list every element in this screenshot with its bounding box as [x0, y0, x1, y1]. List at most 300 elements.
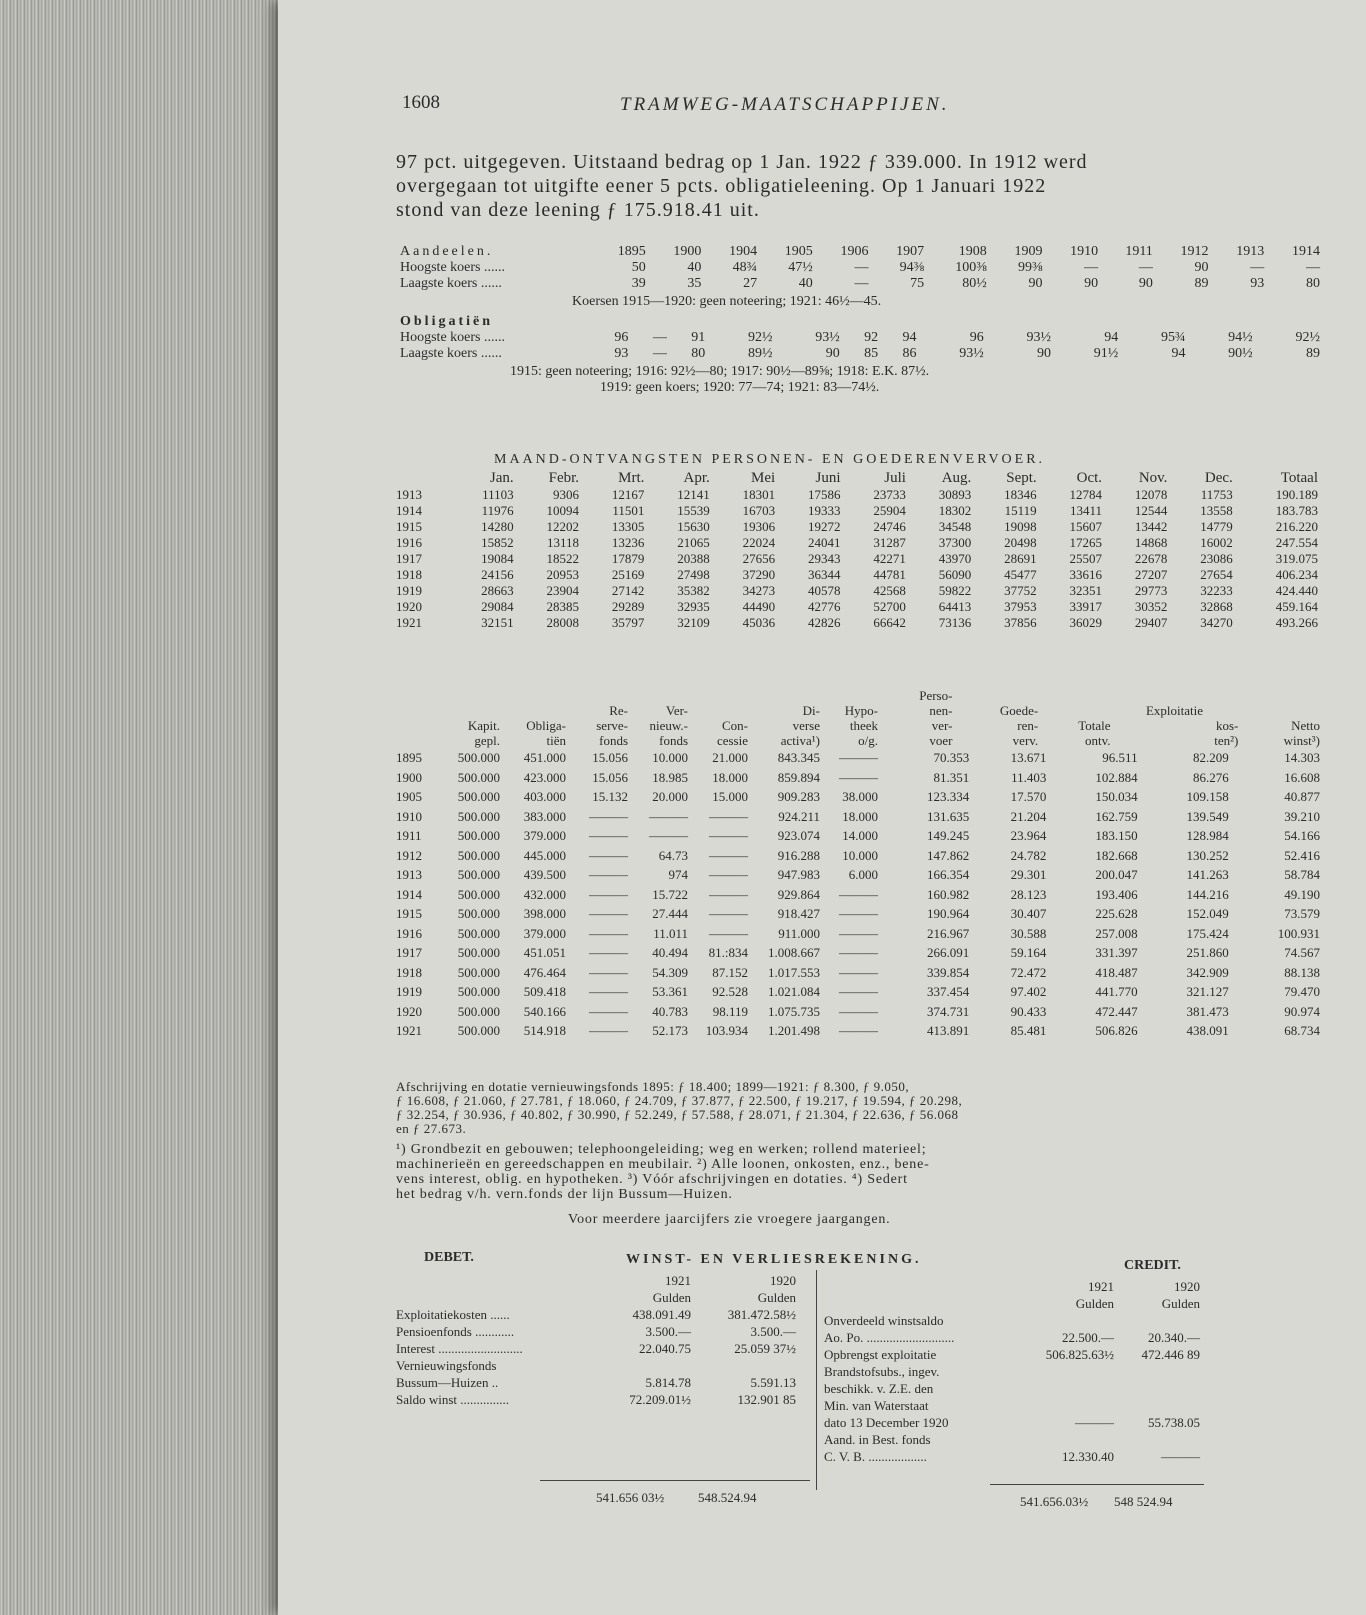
hdr-concessie: Con-: [722, 718, 748, 733]
value-cell: 24041: [808, 535, 841, 550]
year-cell: 1918: [396, 567, 422, 582]
value-cell: 23733: [873, 487, 906, 502]
value-cell: ———: [589, 886, 628, 902]
value-cell: 22024: [742, 535, 776, 550]
value-cell: ———: [589, 1023, 628, 1038]
value-cell: 266.091: [926, 945, 970, 960]
value-cell: ———: [589, 1003, 628, 1019]
value-cell: 923.074: [777, 828, 820, 843]
header-row: [396, 718, 1320, 733]
month-header: Aug.: [941, 470, 972, 486]
value-cell: 15630: [677, 519, 710, 534]
amount-1921: [1024, 1380, 1114, 1397]
value-cell: 93½: [959, 346, 984, 361]
balance-row: [396, 748, 1320, 768]
value-cell: 175.424: [1186, 925, 1229, 941]
value-cell: 42776: [808, 599, 841, 614]
year-cell: 1917: [396, 945, 422, 960]
amount-1921: 12.330.40: [1062, 1449, 1114, 1464]
value-cell: —: [1306, 260, 1320, 275]
value-cell: ———: [839, 1003, 878, 1019]
value-cell: 42568: [873, 583, 906, 598]
amount-1921: [1024, 1431, 1114, 1448]
balance-row: [396, 924, 1320, 944]
value-cell: 130.252: [1186, 847, 1229, 863]
value-cell: ———: [649, 808, 688, 824]
value-cell: 19333: [808, 503, 841, 518]
year-cell: 1919: [396, 583, 422, 598]
value-cell: 11.403: [1011, 769, 1047, 785]
value-cell: 225.628: [1095, 906, 1138, 921]
value-cell: 514.918: [523, 1023, 566, 1038]
value-cell: 14.303: [1284, 750, 1320, 765]
value-cell: 506.826: [1095, 1023, 1138, 1038]
value-cell: ———: [709, 886, 748, 902]
value-cell: 476.464: [523, 964, 566, 980]
amount-1920: [1114, 1431, 1200, 1448]
hdr-vernieuw: Ver-: [665, 703, 688, 718]
intro-line: 97 pct. uitgegeven. Uitstaand bedrag op 1 Jan. 1922 ƒ 339.000. In 1912 werd: [396, 151, 1088, 173]
account-label: Ao. Po. ...........................: [824, 1330, 955, 1345]
value-cell: ———: [839, 964, 878, 980]
value-cell: 81.351: [933, 769, 970, 785]
value-cell: 193.406: [1095, 886, 1138, 902]
value-cell: 15.056: [592, 750, 628, 765]
value-cell: 438.091: [1186, 1023, 1229, 1038]
month-header: [396, 470, 448, 487]
account-row: [824, 1312, 1200, 1329]
month-header: Juni: [815, 470, 841, 486]
value-cell: 93½: [815, 330, 840, 345]
hdr-totale: Totale: [1078, 718, 1111, 733]
amount-1921: ———: [1075, 1415, 1114, 1430]
value-cell: 45477: [1004, 567, 1037, 582]
debet-table: [396, 1272, 796, 1408]
value-cell: ———: [589, 847, 628, 863]
value-cell: 64.73: [658, 847, 688, 863]
hdr-oblig: tiën: [546, 733, 566, 748]
amount-1921: 22.500.—: [1062, 1330, 1114, 1345]
value-cell: 128.984: [1186, 828, 1229, 843]
monthly-table: [396, 470, 1318, 631]
value-cell: 33616: [1069, 567, 1103, 582]
value-cell: 37290: [742, 567, 776, 582]
value-cell: 16002: [1200, 535, 1233, 550]
row-label: Laagste koers ......: [400, 276, 502, 291]
value-cell: 190.189: [1275, 487, 1318, 502]
value-cell: 11753: [1200, 487, 1233, 502]
value-cell: 441.770: [1095, 984, 1138, 999]
value-cell: 42271: [873, 551, 906, 566]
unit-row: [396, 1289, 796, 1306]
value-cell: 90: [1194, 260, 1209, 275]
value-cell: 500.000: [457, 1023, 500, 1038]
value-cell: 1.017.553: [768, 964, 820, 980]
year-cell: 1913: [1236, 244, 1265, 259]
value-cell: 40: [798, 276, 813, 291]
credit-side: [824, 1278, 1200, 1465]
account-row: [824, 1346, 1200, 1363]
value-cell: 37856: [1004, 615, 1037, 630]
value-cell: 13.671: [1010, 750, 1047, 765]
value-cell: 15539: [677, 503, 710, 518]
value-cell: 500.000: [457, 886, 500, 902]
year-cell: 1895: [617, 244, 646, 259]
account-label: C. V. B. ..................: [824, 1449, 927, 1464]
value-cell: 947.983: [777, 867, 820, 882]
value-cell: 27: [743, 276, 758, 291]
account-label: Brandstofsubs., ingev.: [824, 1364, 940, 1379]
value-cell: 39: [631, 276, 646, 291]
monthly-row: [396, 599, 1318, 615]
value-cell: 89½: [747, 346, 773, 361]
hdr-concessie: cessie: [716, 733, 748, 748]
value-cell: 103.934: [705, 1023, 748, 1038]
account-row: [396, 1306, 796, 1323]
value-cell: 79.470: [1284, 984, 1320, 999]
credit-label: CREDIT.: [1124, 1258, 1181, 1273]
value-cell: 500.000: [457, 750, 500, 765]
intro-line: stond van deze leening ƒ 175.918.41 uit.: [396, 199, 760, 221]
value-cell: 24156: [481, 567, 514, 582]
balance-row: [396, 885, 1320, 905]
footnotes: [396, 1142, 930, 1202]
value-cell: 12078: [1134, 487, 1168, 502]
value-cell: 918.427: [777, 906, 820, 921]
value-cell: 94: [1171, 346, 1186, 361]
value-cell: 35: [687, 276, 702, 291]
year-cell: 1906: [840, 244, 869, 259]
value-cell: 432.000: [523, 886, 566, 902]
value-cell: 93½: [1026, 330, 1051, 345]
value-cell: —: [854, 260, 869, 275]
value-cell: 15.000: [712, 789, 748, 804]
value-cell: 50: [631, 260, 646, 275]
value-cell: 15119: [1004, 503, 1037, 518]
value-cell: ———: [709, 808, 748, 824]
account-label: Aand. in Best. fonds: [824, 1432, 931, 1447]
value-cell: 93: [614, 346, 629, 361]
value-cell: 97.402: [1010, 984, 1047, 999]
monthly-row: [396, 567, 1318, 583]
value-cell: 29289: [611, 599, 645, 614]
amount-1921: [1024, 1363, 1114, 1380]
value-cell: 9306: [553, 487, 580, 502]
value-cell: 80½: [962, 276, 987, 291]
value-cell: 48¾: [732, 260, 758, 275]
value-cell: 98.119: [712, 1003, 748, 1019]
hdr-kosten: kos-: [1216, 718, 1239, 733]
amount-1920: [1114, 1312, 1200, 1329]
aandeelen-label: Aandeelen.: [400, 244, 494, 259]
value-cell: 94⅜: [899, 260, 925, 275]
unit-label: Gulden: [757, 1290, 796, 1305]
value-cell: 36029: [1069, 615, 1103, 630]
year-cell: 1920: [396, 1003, 422, 1019]
value-cell: 20.000: [652, 789, 688, 804]
value-cell: 42826: [808, 615, 841, 630]
value-cell: —: [652, 330, 667, 345]
intro-paragraph: [396, 150, 1088, 222]
month-header: Mei: [751, 470, 776, 486]
year-row: [396, 1272, 796, 1289]
amount-1920: 381.472.58½: [727, 1307, 796, 1322]
value-cell: 20388: [677, 551, 710, 566]
amount-1921: 22.040.75: [639, 1341, 691, 1356]
value-cell: 73.579: [1284, 906, 1320, 921]
value-cell: 75: [910, 276, 925, 291]
value-cell: 182.668: [1095, 847, 1138, 863]
value-cell: 44781: [873, 567, 906, 582]
value-cell: 909.283: [777, 789, 820, 804]
value-cell: 17879: [611, 551, 645, 566]
value-cell: 500.000: [457, 847, 500, 863]
hdr-reserve: serve-: [596, 718, 628, 733]
value-cell: 13305: [611, 519, 645, 534]
value-cell: 500.000: [457, 1003, 500, 1019]
value-cell: 34270: [1200, 615, 1233, 630]
amount-1920: 25.059 37½: [734, 1341, 796, 1356]
value-cell: 49.190: [1284, 886, 1320, 902]
balance-table: [396, 748, 1320, 1041]
value-cell: 96: [969, 330, 984, 345]
value-cell: 86.276: [1193, 769, 1229, 785]
value-cell: 54.166: [1284, 828, 1320, 843]
year-cell: 1895: [396, 750, 422, 765]
value-cell: 91: [691, 330, 706, 345]
monthly-row: [396, 503, 1318, 519]
credit-total-1920: 548 524.94: [1114, 1494, 1173, 1509]
value-cell: 92: [864, 330, 879, 345]
value-cell: 54.309: [652, 964, 688, 980]
value-cell: 90: [1084, 276, 1099, 291]
value-cell: 94: [1104, 330, 1119, 345]
value-cell: ———: [589, 984, 628, 999]
value-cell: 19084: [481, 551, 514, 566]
account-row: [396, 1391, 796, 1408]
value-cell: 500.000: [457, 769, 500, 785]
value-cell: 37300: [938, 535, 972, 550]
hdr-totale: ontv.: [1085, 733, 1111, 748]
value-cell: 96: [614, 330, 629, 345]
month-header: Dec.: [1204, 470, 1233, 486]
value-cell: 85: [864, 346, 879, 361]
value-cell: 30.407: [1010, 906, 1047, 921]
value-cell: 89: [1306, 346, 1320, 361]
hdr-diverse: activa¹): [780, 733, 820, 748]
value-cell: ———: [709, 867, 748, 882]
account-label: Min. van Waterstaat: [824, 1398, 929, 1413]
value-cell: 31287: [873, 535, 906, 550]
value-cell: 123.334: [926, 789, 970, 804]
value-cell: 451.000: [523, 750, 566, 765]
hdr-personen: nen-: [929, 703, 953, 718]
quotes-section: [400, 244, 1320, 396]
value-cell: 451.051: [523, 945, 566, 960]
value-cell: 14868: [1134, 535, 1168, 550]
footnote-line: het bedrag v/h. vern.fonds der lijn Bussum—Huizen.: [396, 1187, 733, 1202]
value-cell: 11103: [482, 487, 514, 502]
value-cell: 90.433: [1010, 1003, 1047, 1019]
value-cell: 18346: [1004, 487, 1037, 502]
monthly-row: [396, 535, 1318, 551]
year-1920: 1920: [770, 1273, 796, 1288]
book-spine-page-edges: [0, 0, 300, 1615]
value-cell: 18302: [938, 503, 972, 518]
hdr-reserve: fonds: [599, 733, 628, 748]
value-cell: 974: [668, 867, 688, 882]
value-cell: 11.011: [653, 925, 688, 941]
value-cell: 403.000: [523, 789, 566, 804]
value-cell: 413.891: [926, 1023, 970, 1038]
value-cell: 12167: [611, 487, 645, 502]
hdr-diverse: Di-: [802, 703, 820, 718]
value-cell: ———: [839, 886, 878, 902]
debet-side: [396, 1272, 796, 1408]
value-cell: 251.860: [1186, 945, 1229, 960]
value-cell: 53.361: [652, 984, 688, 999]
value-cell: 424.440: [1275, 583, 1318, 598]
value-cell: 1.201.498: [768, 1023, 820, 1038]
value-cell: 247.554: [1275, 535, 1318, 550]
obligatien-note: 1919: geen koers; 1920: 77—74; 1921: 83—74½.: [600, 380, 880, 395]
account-label: Vernieuwingsfonds: [396, 1358, 497, 1373]
value-cell: ———: [589, 945, 628, 960]
quotes-row: [400, 276, 1320, 292]
debet-total-rule: [540, 1480, 810, 1481]
hdr-personen: voer: [929, 733, 953, 748]
account-row: [396, 1357, 796, 1374]
value-cell: 109.158: [1186, 789, 1229, 804]
value-cell: 339.854: [926, 964, 970, 980]
balance-table-wrap: [396, 688, 1320, 1041]
value-cell: 540.166: [523, 1003, 566, 1019]
value-cell: 80: [1306, 276, 1320, 291]
unit-label: Gulden: [1075, 1296, 1114, 1311]
month-header: Oct.: [1076, 470, 1103, 486]
value-cell: 500.000: [457, 984, 500, 999]
value-cell: 500.000: [457, 964, 500, 980]
value-cell: 18522: [546, 551, 580, 566]
amount-1921: [1024, 1397, 1114, 1414]
account-row: [824, 1363, 1200, 1380]
value-cell: 89: [1194, 276, 1209, 291]
value-cell: 500.000: [457, 906, 500, 921]
credit-table: [824, 1278, 1200, 1465]
value-cell: 45036: [742, 615, 776, 630]
value-cell: 190.964: [926, 906, 970, 921]
account-row: [824, 1431, 1200, 1448]
value-cell: —: [854, 276, 869, 291]
value-cell: 17.570: [1010, 789, 1047, 804]
value-cell: 32351: [1069, 583, 1103, 598]
account-label: Bussum—Huizen ..: [396, 1375, 499, 1390]
afschrijving-line: ƒ 16.608, ƒ 21.060, ƒ 27.781, ƒ 18.060, ƒ 24.709, ƒ 37.877, ƒ 22.500, ƒ 19.217, ƒ 19.594, ƒ 20.298,: [396, 1093, 963, 1108]
account-row: [824, 1329, 1200, 1346]
value-cell: 92½: [747, 330, 773, 345]
value-cell: 29407: [1134, 615, 1168, 630]
value-cell: 21065: [677, 535, 710, 550]
year-1921: 1921: [1088, 1279, 1114, 1294]
balance-row: [396, 826, 1320, 846]
amount-1920: 20.340.—: [1148, 1330, 1200, 1345]
value-cell: 32935: [677, 599, 710, 614]
value-cell: 459.164: [1275, 599, 1318, 614]
value-cell: 150.034: [1095, 789, 1138, 804]
value-cell: 10.000: [842, 847, 878, 863]
balance-row: [396, 787, 1320, 807]
value-cell: 843.345: [777, 750, 820, 765]
value-cell: 162.759: [1095, 808, 1138, 824]
hdr-kosten: ten²): [1214, 733, 1239, 748]
value-cell: 383.000: [523, 808, 566, 824]
account-label: Opbrengst exploitatie: [824, 1347, 937, 1362]
value-cell: 929.864: [777, 886, 820, 902]
value-cell: 17265: [1069, 535, 1103, 550]
value-cell: 18.000: [842, 808, 878, 824]
value-cell: ———: [589, 808, 628, 824]
value-cell: 47½: [788, 260, 813, 275]
value-cell: 500.000: [457, 808, 500, 824]
year-cell: 1914: [396, 503, 422, 518]
value-cell: 58.784: [1284, 867, 1320, 882]
account-row: [396, 1340, 796, 1357]
value-cell: 52700: [873, 599, 906, 614]
value-cell: 25169: [611, 567, 645, 582]
amount-1920: ———: [1161, 1449, 1200, 1464]
value-cell: 14779: [1200, 519, 1233, 534]
value-cell: —: [1250, 260, 1265, 275]
value-cell: 15.722: [652, 886, 688, 902]
value-cell: 381.473: [1186, 1003, 1229, 1019]
value-cell: 33917: [1069, 599, 1103, 614]
year-cell: 1904: [729, 244, 758, 259]
value-cell: 44490: [742, 599, 776, 614]
value-cell: 59.164: [1010, 945, 1047, 960]
amount-1921: 5.814.78: [645, 1375, 691, 1390]
value-cell: 52.416: [1284, 847, 1320, 863]
value-cell: 147.862: [926, 847, 970, 863]
value-cell: 34548: [938, 519, 972, 534]
value-cell: 342.909: [1186, 964, 1229, 980]
value-cell: 28.123: [1010, 886, 1047, 902]
value-cell: 11976: [481, 503, 514, 518]
value-cell: 40.877: [1284, 789, 1320, 804]
value-cell: 92½: [1295, 330, 1320, 345]
value-cell: ———: [839, 1023, 878, 1038]
value-cell: 90½: [1228, 346, 1253, 361]
monthly-row: [396, 519, 1318, 535]
value-cell: 30.588: [1010, 925, 1047, 941]
amount-1921: [1024, 1312, 1114, 1329]
value-cell: 200.047: [1095, 867, 1138, 882]
value-cell: 12202: [546, 519, 580, 534]
balance-row: [396, 943, 1320, 963]
month-header: Totaal: [1280, 470, 1318, 486]
value-cell: 70.353: [933, 750, 970, 765]
balance-row: [396, 865, 1320, 885]
value-cell: 131.635: [926, 808, 970, 824]
value-cell: 73136: [938, 615, 972, 630]
unit-label: Gulden: [652, 1290, 691, 1305]
amount-1921: 438.091.49: [632, 1307, 691, 1322]
hdr-hypo: Hypo-: [844, 703, 878, 718]
amount-1920: 55.738.05: [1148, 1415, 1200, 1430]
value-cell: 398.000: [523, 906, 566, 921]
value-cell: 85.481: [1010, 1023, 1047, 1038]
value-cell: 374.731: [926, 1003, 970, 1019]
value-cell: ———: [589, 964, 628, 980]
